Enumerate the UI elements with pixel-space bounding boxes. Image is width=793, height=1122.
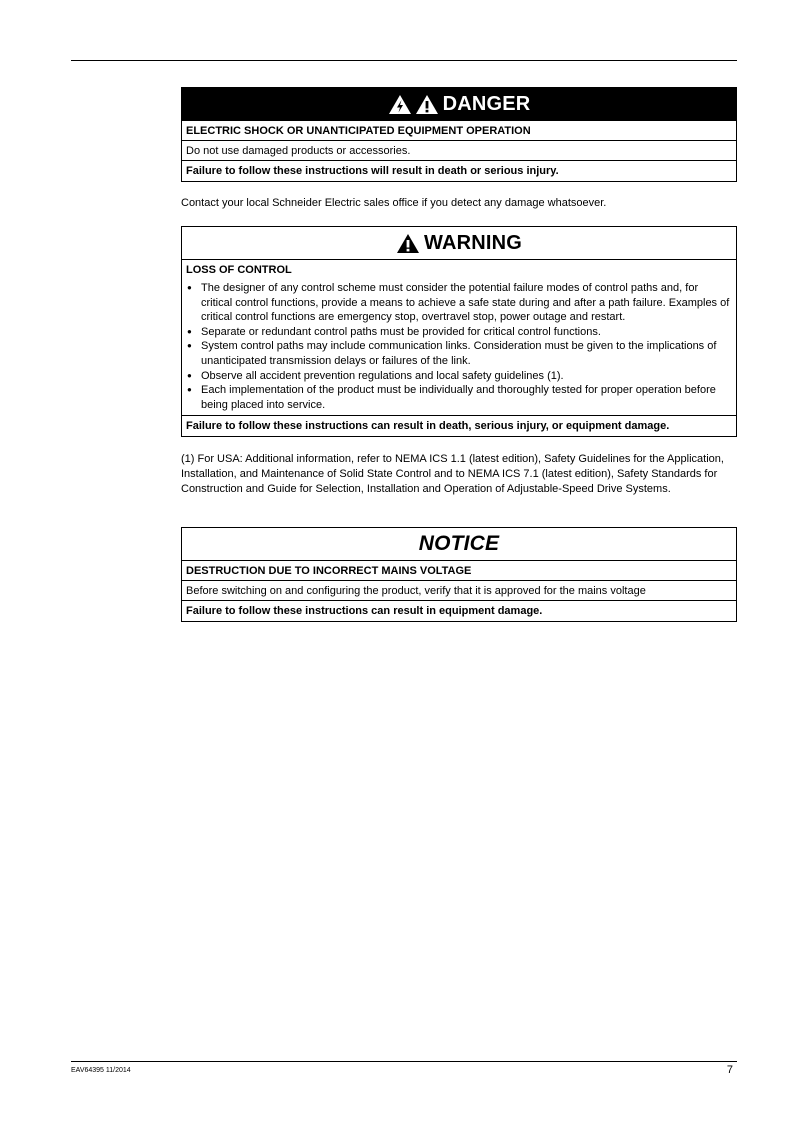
warning-triangle-icon (396, 233, 420, 254)
warning-bullet-list (182, 279, 736, 415)
danger-title: DANGER (442, 92, 531, 115)
danger-body: Do not use damaged products or accessories. (182, 140, 736, 160)
notice-header (182, 528, 736, 561)
notice-title: NOTICE (418, 532, 500, 555)
warning-consequence: Failure to follow these instructions can result in death, serious injury, or equipment damage. (182, 415, 736, 436)
footer-rule (71, 1061, 737, 1062)
warning-triangle-icon (415, 94, 439, 115)
notice-consequence: Failure to follow these instructions can result in equipment damage. (182, 600, 736, 621)
warning-header (182, 227, 736, 260)
document-code: EAV64395 11/2014 (71, 1067, 131, 1074)
list-item: ● Each implementation of the product must be individually and thoroughly tested for proper operation before being placed into service. (186, 383, 732, 412)
electric-shock-icon (388, 94, 412, 115)
warning-title: WARNING (423, 231, 523, 254)
list-item: ● System control paths may include communication links. Consideration must be given to the implications of unanticipated transmission delays or failures of the link. (186, 339, 732, 368)
notice-subtitle: DESTRUCTION DUE TO INCORRECT MAINS VOLTAGE (186, 565, 472, 577)
contact-text: Contact your local Schneider Electric sales office if you detect any damage whatsoever. (181, 197, 607, 209)
notice-box (181, 527, 737, 622)
danger-consequence: Failure to follow these instructions will result in death or serious injury. (182, 160, 736, 181)
list-item: ● Separate or redundant control paths must be provided for critical control functions. (186, 325, 732, 340)
list-item: ● Observe all accident prevention regulations and local safety guidelines (1). (186, 369, 732, 384)
warning-box (181, 226, 737, 437)
footnote: (1) For USA: Additional information, refer to NEMA ICS 1.1 (latest edition), Safety Guidelines for the Application, Installation, and Maintenance of Solid State Control and to NEMA ICS 7.1 (latest edition), Safety Standards for Construction and Guide for Selection, Installation and Operation of Adjustable-Speed Drive Systems. (181, 453, 724, 495)
danger-subtitle: ELECTRIC SHOCK OR UNANTICIPATED EQUIPMENT OPERATION (186, 125, 531, 137)
notice-body: Before switching on and configuring the product, verify that it is approved for the mains voltage (182, 580, 736, 600)
page-number: 7 (726, 1064, 733, 1076)
danger-header (182, 88, 736, 121)
list-item: ● The designer of any control scheme must consider the potential failure modes of control paths and, for critical control functions, provide a means to achieve a safe state during and after a path failure. Examples of critical control functions are emergency stop, overtravel stop, power outage and restart. (186, 281, 732, 325)
danger-box (181, 87, 737, 182)
header-rule (71, 60, 737, 61)
warning-subtitle: LOSS OF CONTROL (186, 264, 292, 276)
